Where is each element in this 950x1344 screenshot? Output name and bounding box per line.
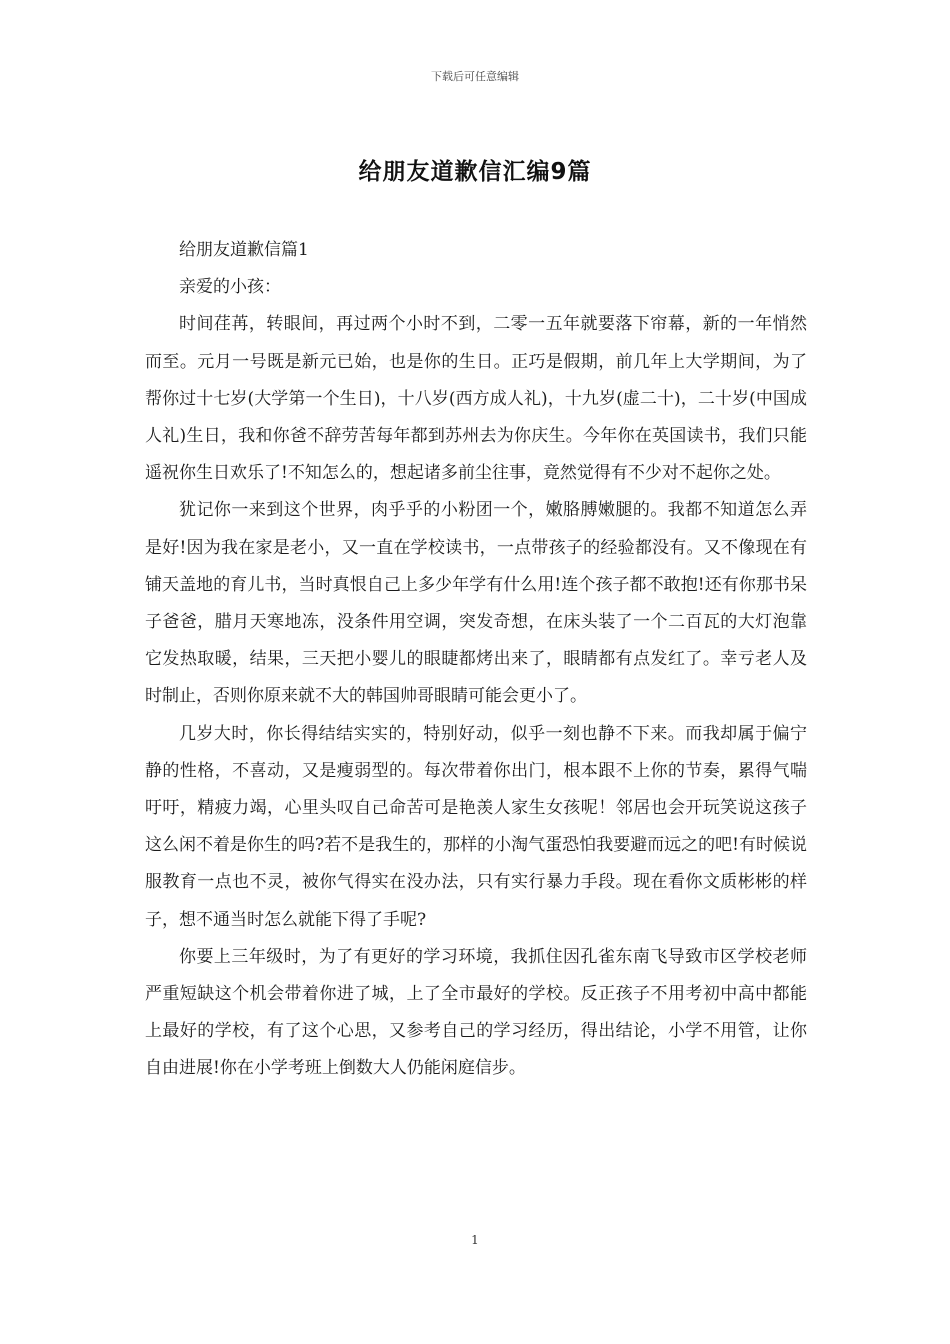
section-heading: 给朋友道歉信篇1 [179, 240, 309, 260]
paragraph: 时间荏苒，转眼间，再过两个小时不到，二零一五年就要落下帘幕，新的一年悄然而至。元月一号既是新元已始，也是你的生日。正巧是假期，前几年上大学期间，为了帮你过十七岁(大学第一个生日)，十八岁(西方成人礼)，十九岁(虚二十)，二十岁(中国成人礼)生日，我和你爸不辞劳苦每年都到苏州去为你庆生。今年你在英国读书，我们只能遥祝你生日欢乐了!不知怎么的，想起诸多前尘往事，竟然觉得有不少对不起你之处。 [145, 314, 807, 484]
salutation: 亲爱的小孩： [179, 277, 281, 298]
document-body [145, 232, 807, 1088]
header-note: 下载后可任意编辑 [431, 70, 519, 83]
paragraph: 你要上三年级时，为了有更好的学习环境，我抓住因孔雀东南飞导致市区学校老师严重短缺这个机会带着你进了城，上了全市最好的学校。反正孩子不用考初中高中都能上最好的学校，有了这个心思，又参考自己的学习经历，得出结论，小学不用管，让你自由进展!你在小学考班上倒数大人仍能闲庭信步。 [145, 946, 807, 1079]
document-title: 给朋友道歉信汇编9篇 [358, 159, 592, 185]
paragraph: 几岁大时，你长得结结实实的，特别好动，似乎一刻也静不下来。而我却属于偏宁静的性格，不喜动，又是瘦弱型的。每次带着你出门，根本跟不上你的节奏，累得气喘吁吁，精疲力竭，心里头叹自己命苦可是艳羡人家生女孩呢！邻居也会开玩笑说这孩子这么闲不着是你生的吗?若不是我生的，那样的小淘气蛋恐怕我要避而远之的吧!有时候说服教育一点也不灵，被你气得实在没办法，只有实行暴力手段。现在看你文质彬彬的样子，想不通当时怎么就能下得了手呢? [145, 723, 807, 930]
paragraph: 犹记你一来到这个世界，肉乎乎的小粉团一个，嫩胳膊嫩腿的。我都不知道怎么弄是好!因为我在家是老小，又一直在学校读书，一点带孩子的经验都没有。又不像现在有铺天盖地的育儿书，当时真恨自己上多少年学有什么用!连个孩子都不敢抱!还有你那书呆子爸爸，腊月天寒地冻，没条件用空调，突发奇想，在床头装了一个二百瓦的大灯泡靠它发热取暖，结果，三天把小婴儿的眼睫都烤出来了，眼睛都有点发红了。幸亏老人及时制止，否则你原来就不大的韩国帅哥眼睛可能会更小了。 [145, 500, 807, 707]
page-number: 1 [471, 1233, 479, 1247]
